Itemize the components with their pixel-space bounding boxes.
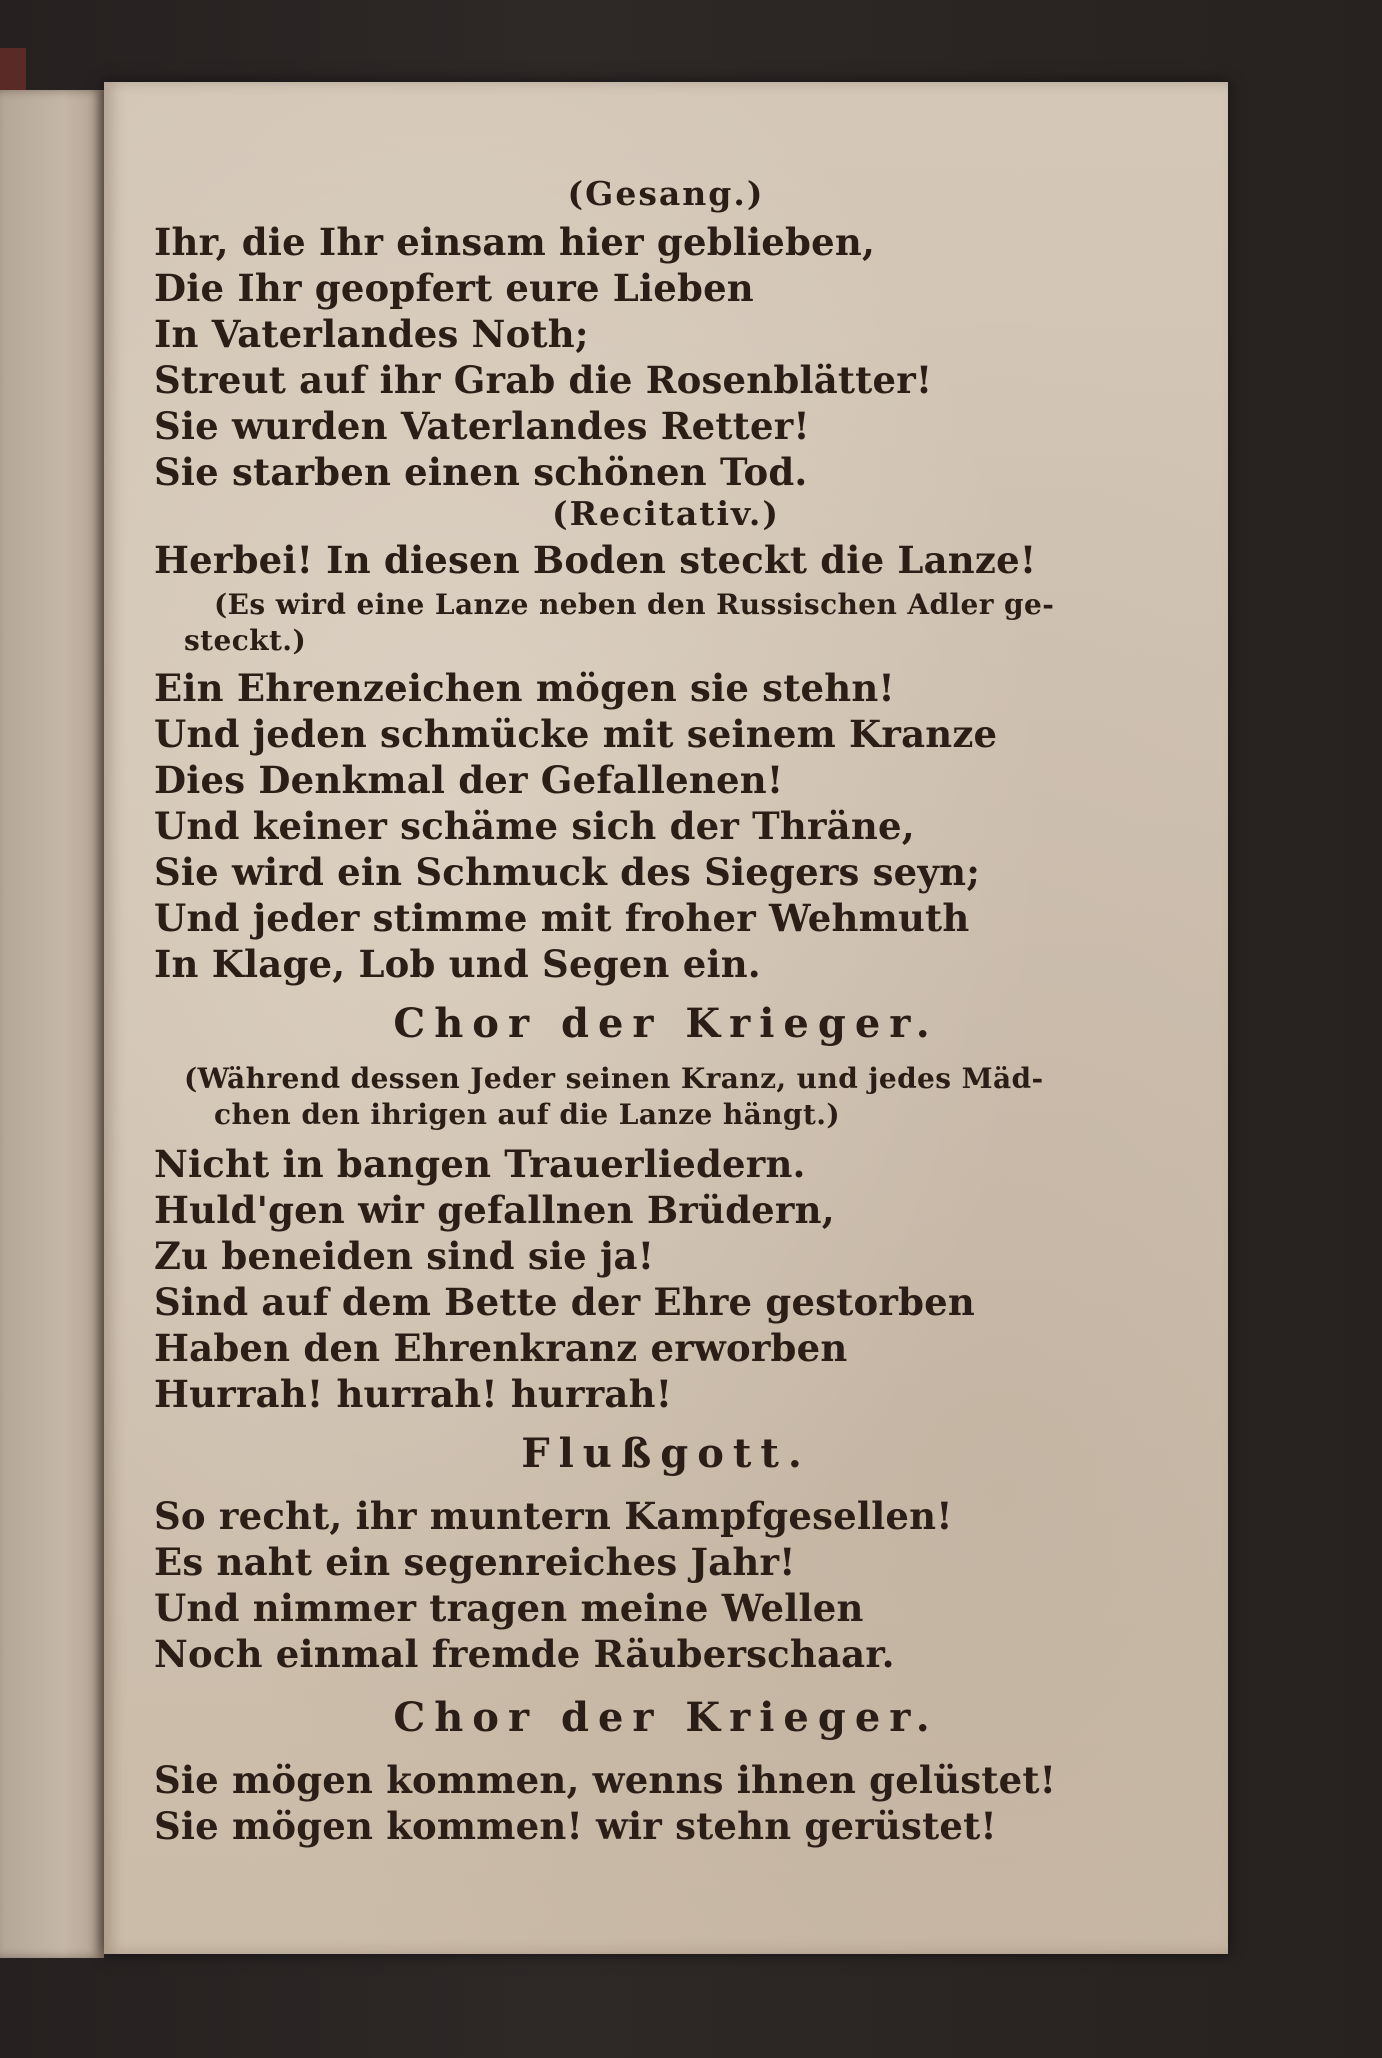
verse-line: Hurrah! hurrah! hurrah! (154, 1372, 673, 1416)
stage-direction: (Es wird eine Lanze neben den Russischen Adler ge- (214, 588, 1055, 621)
verse-line: Und jeden schmücke mit seinem Kranze (154, 712, 998, 756)
heading-flussgott: Flußgott. (521, 1430, 811, 1477)
heading-chor-der-krieger: Chor der Krieger. (393, 1694, 939, 1741)
stage-direction: (Während dessen Jeder seinen Kranz, und jedes Mäd- (184, 1062, 1044, 1095)
verse-line: Ein Ehrenzeichen mögen sie stehn! (154, 666, 895, 710)
section-label-recitativ: (Recitativ.) (551, 494, 781, 533)
verse-line: Sie mögen kommen, wenns ihnen gelüstet! (154, 1758, 1057, 1802)
verse-line: Sie wird ein Schmuck des Siegers seyn; (154, 850, 981, 894)
verse-line: Nicht in bangen Trauerliedern. (154, 1142, 806, 1186)
verse-line: Und jeder stimme mit froher Wehmuth (154, 896, 970, 940)
verse-line: Noch einmal fremde Räuberschaar. (154, 1632, 895, 1676)
section-label-gesang: (Gesang.) (567, 174, 765, 213)
verse-line: In Klage, Lob und Segen ein. (154, 942, 761, 986)
book-page (104, 82, 1228, 1954)
previous-page-edge (0, 90, 104, 1958)
verse-line: Dies Denkmal der Gefallenen! (154, 758, 784, 802)
verse-line: Haben den Ehrenkranz erworben (154, 1326, 848, 1370)
verse-line: Sie starben einen schönen Tod. (154, 450, 808, 494)
verse-line: Es naht ein segenreiches Jahr! (154, 1540, 796, 1584)
binding-edge (0, 48, 26, 94)
verse-line: In Vaterlandes Noth; (154, 312, 589, 356)
verse-line: Sie mögen kommen! wir stehn gerüstet! (154, 1804, 997, 1848)
verse-line: Ihr, die Ihr einsam hier geblieben, (154, 220, 876, 264)
verse-line: Die Ihr geopfert eure Lieben (154, 266, 754, 310)
stage-direction: chen den ihrigen auf die Lanze hängt.) (214, 1098, 840, 1131)
verse-line: Und nimmer tragen meine Wellen (154, 1586, 864, 1630)
heading-chor-der-krieger: Chor der Krieger. (393, 1000, 939, 1047)
verse-line: Zu beneiden sind sie ja! (154, 1234, 655, 1278)
verse-line: Sind auf dem Bette der Ehre gestorben (154, 1280, 975, 1324)
verse-line: Streut auf ihr Grab die Rosenblätter! (154, 358, 933, 402)
verse-line: So recht, ihr muntern Kampfgesellen! (154, 1494, 953, 1538)
verse-line: Huld'gen wir gefallnen Brüdern, (154, 1188, 835, 1232)
verse-line: Sie wurden Vaterlandes Retter! (154, 404, 810, 448)
stage-direction: steckt.) (184, 624, 307, 657)
verse-line: Und keiner schäme sich der Thräne, (154, 804, 915, 848)
verse-line: Herbei! In diesen Boden steckt die Lanze! (154, 538, 1037, 582)
